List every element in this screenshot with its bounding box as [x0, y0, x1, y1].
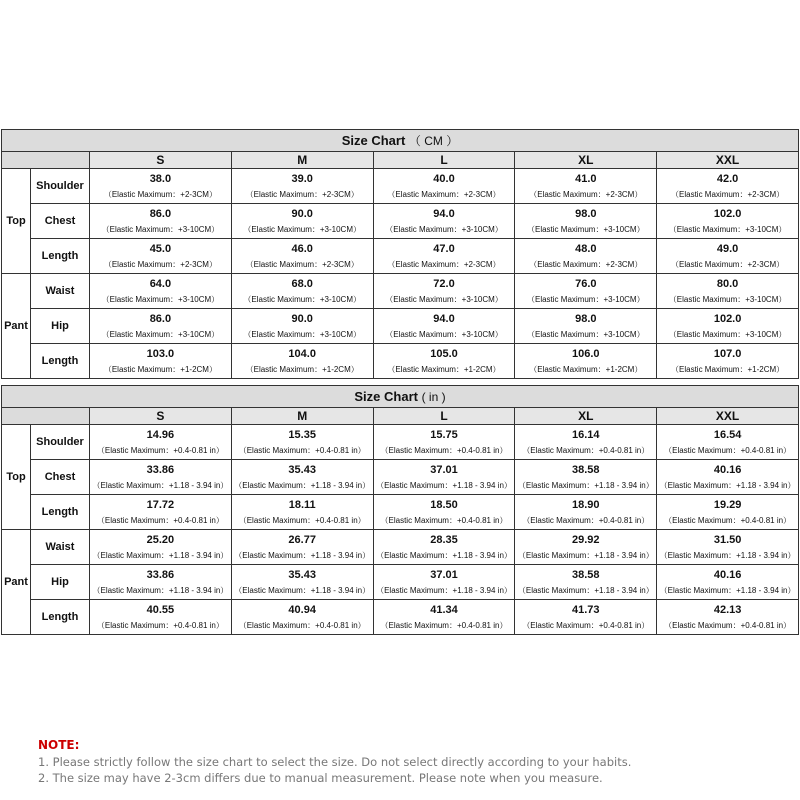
elastic-note: （Elastic Maximum：+1.18 - 3.94 in）: [659, 481, 796, 490]
measurement-cell: [90, 565, 232, 600]
measurement-cell: [657, 204, 799, 239]
measurement-row: [2, 495, 799, 530]
measurement-value: 18.90: [572, 499, 600, 511]
elastic-note: （Elastic Maximum：+0.4-0.81 in）: [380, 446, 508, 455]
measurement-cell: [231, 425, 373, 460]
measurement-cell: [515, 169, 657, 204]
measurement-cell: [231, 530, 373, 565]
measurement-cell: [515, 565, 657, 600]
measurement-row: [2, 460, 799, 495]
header-blank: [2, 408, 90, 425]
note-title: NOTE:: [38, 738, 80, 752]
header-blank: [2, 152, 90, 169]
elastic-note: （Elastic Maximum：+0.4-0.81 in）: [522, 516, 650, 525]
size-header: M: [231, 152, 373, 169]
size-header: S: [90, 152, 232, 169]
measurement-cell: [515, 344, 657, 379]
elastic-note: （Elastic Maximum：+3-10CM）: [668, 330, 787, 339]
elastic-note: （Elastic Maximum：+0.4-0.81 in）: [380, 621, 508, 630]
measurement-label: Length: [31, 344, 90, 379]
measurement-value: 40.94: [288, 604, 316, 616]
measurement-cell: [231, 204, 373, 239]
title-row: [2, 386, 799, 408]
group-label: Pant: [2, 530, 31, 635]
measurement-value: 18.50: [430, 499, 458, 511]
group-label: Top: [2, 425, 31, 530]
measurement-cell: [90, 169, 232, 204]
measurement-value: 90.0: [291, 208, 313, 220]
measurement-cell: [231, 460, 373, 495]
elastic-note: （Elastic Maximum：+3-10CM）: [527, 225, 645, 234]
measurement-value: 40.55: [146, 604, 175, 616]
measurement-value: 41.34: [430, 604, 458, 616]
measurement-label: Length: [31, 600, 90, 635]
measurement-value: 40.16: [713, 569, 742, 581]
measurement-cell: [515, 309, 657, 344]
measurement-cell: [373, 495, 515, 530]
elastic-note: （Elastic Maximum：+2-3CM）: [529, 190, 643, 199]
measurement-value: 17.72: [146, 499, 175, 511]
elastic-note: （Elastic Maximum：+1.18 - 3.94 in）: [234, 551, 371, 560]
measurement-cell: [657, 239, 799, 274]
measurement-value: 42.13: [713, 604, 742, 616]
measurement-cell: [515, 530, 657, 565]
measurement-value: 45.0: [149, 243, 172, 255]
measurement-cell: [231, 274, 373, 309]
measurement-value: 16.54: [713, 429, 742, 441]
measurement-row: [2, 344, 799, 379]
measurement-cell: [231, 344, 373, 379]
measurement-cell: [231, 239, 373, 274]
measurement-cell: [90, 460, 232, 495]
elastic-note: （Elastic Maximum：+0.4-0.81 in）: [522, 621, 650, 630]
size-header: L: [373, 408, 515, 425]
measurement-value: 105.0: [430, 348, 458, 360]
elastic-note: （Elastic Maximum：+2-3CM）: [103, 190, 217, 199]
measurement-cell: [231, 600, 373, 635]
measurement-value: 102.0: [713, 208, 742, 220]
size-header: L: [373, 152, 515, 169]
note-section: [38, 736, 778, 786]
measurement-cell: [657, 274, 799, 309]
elastic-note: （Elastic Maximum：+1.18 - 3.94 in）: [234, 481, 371, 490]
elastic-note: （Elastic Maximum：+0.4-0.81 in）: [238, 446, 366, 455]
size-header: XL: [515, 408, 657, 425]
measurement-row: [2, 309, 799, 344]
measurement-cell: [515, 460, 657, 495]
measurement-value: 33.86: [146, 464, 175, 476]
measurement-value: 35.43: [288, 464, 316, 476]
measurement-cell: [373, 204, 515, 239]
chart-title-cell: [2, 130, 799, 152]
elastic-note: （Elastic Maximum：+3-10CM）: [101, 330, 220, 339]
elastic-note: （Elastic Maximum：+3-10CM）: [527, 330, 645, 339]
elastic-note: （Elastic Maximum：+3-10CM）: [385, 225, 503, 234]
elastic-note: （Elastic Maximum：+3-10CM）: [527, 295, 645, 304]
measurement-value: 46.0: [291, 243, 313, 255]
elastic-note: （Elastic Maximum：+2-3CM）: [103, 260, 217, 269]
measurement-value: 47.0: [433, 243, 455, 255]
measurement-label: Chest: [31, 204, 90, 239]
measurement-value: 86.0: [149, 208, 172, 220]
elastic-note: （Elastic Maximum：+1.18 - 3.94 in）: [376, 481, 512, 490]
elastic-note: （Elastic Maximum：+1-2CM）: [529, 365, 643, 374]
elastic-note: （Elastic Maximum：+1.18 - 3.94 in）: [376, 551, 512, 560]
elastic-note: （Elastic Maximum：+0.4-0.81 in）: [96, 446, 224, 455]
elastic-note: （Elastic Maximum：+0.4-0.81 in）: [664, 516, 792, 525]
measurement-value: 15.35: [288, 429, 316, 441]
size-header-row: [2, 408, 799, 425]
measurement-cell: [657, 169, 799, 204]
measurement-cell: [90, 495, 232, 530]
elastic-note: （Elastic Maximum：+1-2CM）: [387, 365, 501, 374]
measurement-value: 38.58: [572, 464, 600, 476]
note-line-1: 1. Please strictly follow the size chart to select the size. Do not select directly according to your habits.: [38, 755, 632, 769]
measurement-value: 26.77: [288, 534, 316, 546]
measurement-label: Waist: [31, 274, 90, 309]
measurement-cell: [231, 565, 373, 600]
measurement-label: Shoulder: [31, 425, 90, 460]
elastic-note: （Elastic Maximum：+2-3CM）: [245, 190, 359, 199]
measurement-row: [2, 204, 799, 239]
elastic-note: （Elastic Maximum：+0.4-0.81 in）: [664, 621, 792, 630]
elastic-note: （Elastic Maximum：+0.4-0.81 in）: [664, 446, 792, 455]
elastic-note: （Elastic Maximum：+3-10CM）: [243, 225, 361, 234]
measurement-value: 33.86: [146, 569, 175, 581]
measurement-value: 38.0: [149, 173, 172, 185]
size-header-row: [2, 152, 799, 169]
size-header: XXL: [657, 408, 799, 425]
measurement-value: 31.50: [713, 534, 742, 546]
measurement-value: 29.92: [572, 534, 600, 546]
measurement-cell: [231, 309, 373, 344]
elastic-note: （Elastic Maximum：+1.18 - 3.94 in）: [92, 586, 229, 595]
measurement-cell: [515, 425, 657, 460]
elastic-note: （Elastic Maximum：+0.4-0.81 in）: [380, 516, 508, 525]
elastic-note: （Elastic Maximum：+3-10CM）: [668, 225, 787, 234]
measurement-cell: [373, 309, 515, 344]
measurement-cell: [90, 204, 232, 239]
title-row: [2, 130, 799, 152]
measurement-value: 98.0: [575, 208, 597, 220]
measurement-row: [2, 600, 799, 635]
elastic-note: （Elastic Maximum：+0.4-0.81 in）: [238, 516, 366, 525]
measurement-cell: [373, 274, 515, 309]
chart-unit: （ CM ）: [408, 134, 459, 148]
measurement-cell: [373, 344, 515, 379]
measurement-cell: [90, 274, 232, 309]
elastic-note: （Elastic Maximum：+0.4-0.81 in）: [96, 621, 224, 630]
measurement-cell: [515, 274, 657, 309]
measurement-value: 19.29: [713, 499, 742, 511]
measurement-row: [2, 239, 799, 274]
elastic-note: （Elastic Maximum：+1.18 - 3.94 in）: [659, 586, 796, 595]
measurement-cell: [373, 425, 515, 460]
measurement-row: [2, 425, 799, 460]
elastic-note: （Elastic Maximum：+1.18 - 3.94 in）: [659, 551, 796, 560]
measurement-cell: [515, 600, 657, 635]
group-label: Top: [2, 169, 31, 274]
measurement-cell: [657, 344, 799, 379]
measurement-cell: [373, 169, 515, 204]
measurement-cell: [90, 600, 232, 635]
elastic-note: （Elastic Maximum：+1.18 - 3.94 in）: [517, 586, 654, 595]
measurement-value: 86.0: [149, 313, 172, 325]
elastic-note: （Elastic Maximum：+2-3CM）: [387, 190, 501, 199]
measurement-value: 39.0: [291, 173, 313, 185]
measurement-value: 25.20: [146, 534, 175, 546]
elastic-note: （Elastic Maximum：+1.18 - 3.94 in）: [376, 586, 512, 595]
elastic-note: （Elastic Maximum：+2-3CM）: [671, 260, 785, 269]
measurement-cell: [373, 530, 515, 565]
elastic-note: （Elastic Maximum：+3-10CM）: [668, 295, 787, 304]
elastic-note: （Elastic Maximum：+1.18 - 3.94 in）: [517, 481, 654, 490]
elastic-note: （Elastic Maximum：+3-10CM）: [243, 330, 361, 339]
elastic-note: （Elastic Maximum：+1.18 - 3.94 in）: [517, 551, 654, 560]
size-chart-in: [1, 385, 799, 635]
elastic-note: （Elastic Maximum：+3-10CM）: [385, 330, 503, 339]
measurement-value: 28.35: [430, 534, 458, 546]
measurement-value: 80.0: [716, 278, 739, 290]
size-header: S: [90, 408, 232, 425]
elastic-note: （Elastic Maximum：+3-10CM）: [101, 225, 220, 234]
measurement-value: 37.01: [430, 569, 458, 581]
elastic-note: （Elastic Maximum：+0.4-0.81 in）: [96, 516, 224, 525]
measurement-cell: [657, 309, 799, 344]
elastic-note: （Elastic Maximum：+1.18 - 3.94 in）: [92, 481, 229, 490]
size-header: XXL: [657, 152, 799, 169]
elastic-note: （Elastic Maximum：+2-3CM）: [387, 260, 501, 269]
elastic-note: （Elastic Maximum：+3-10CM）: [101, 295, 220, 304]
measurement-cell: [515, 239, 657, 274]
elastic-note: （Elastic Maximum：+2-3CM）: [529, 260, 643, 269]
measurement-value: 103.0: [146, 348, 175, 360]
measurement-cell: [90, 425, 232, 460]
measurement-label: Waist: [31, 530, 90, 565]
elastic-note: （Elastic Maximum：+1-2CM）: [245, 365, 359, 374]
measurement-cell: [373, 239, 515, 274]
measurement-row: [2, 274, 799, 309]
measurement-label: Hip: [31, 565, 90, 600]
measurement-value: 16.14: [572, 429, 600, 441]
measurement-value: 90.0: [291, 313, 313, 325]
chart-unit: ( in ): [421, 390, 446, 404]
measurement-cell: [657, 495, 799, 530]
measurement-cell: [657, 600, 799, 635]
measurement-value: 102.0: [713, 313, 742, 325]
elastic-note: （Elastic Maximum：+1-2CM）: [103, 365, 217, 374]
measurement-value: 41.0: [575, 173, 597, 185]
elastic-note: （Elastic Maximum：+0.4-0.81 in）: [238, 621, 366, 630]
measurement-cell: [373, 460, 515, 495]
measurement-row: [2, 565, 799, 600]
measurement-value: 40.16: [713, 464, 742, 476]
measurement-cell: [657, 530, 799, 565]
measurement-cell: [90, 530, 232, 565]
group-label: Pant: [2, 274, 31, 379]
measurement-value: 14.96: [146, 429, 175, 441]
measurement-value: 37.01: [430, 464, 458, 476]
note-line-2: 2. The size may have 2-3cm differs due to manual measurement. Please note when you measure.: [38, 771, 603, 785]
measurement-row: [2, 169, 799, 204]
measurement-label: Length: [31, 239, 90, 274]
measurement-value: 94.0: [433, 313, 455, 325]
elastic-note: （Elastic Maximum：+3-10CM）: [385, 295, 503, 304]
size-chart-cm: [1, 129, 799, 379]
measurement-cell: [231, 169, 373, 204]
measurement-value: 72.0: [433, 278, 455, 290]
measurement-label: Shoulder: [31, 169, 90, 204]
measurement-value: 68.0: [291, 278, 313, 290]
measurement-cell: [90, 344, 232, 379]
measurement-value: 35.43: [288, 569, 316, 581]
measurement-cell: [657, 565, 799, 600]
measurement-value: 104.0: [288, 348, 316, 360]
elastic-note: （Elastic Maximum：+1.18 - 3.94 in）: [234, 586, 371, 595]
measurement-value: 18.11: [288, 499, 316, 511]
elastic-note: （Elastic Maximum：+0.4-0.81 in）: [522, 446, 650, 455]
measurement-cell: [657, 460, 799, 495]
measurement-cell: [373, 565, 515, 600]
measurement-value: 106.0: [572, 348, 600, 360]
measurement-value: 49.0: [716, 243, 739, 255]
elastic-note: （Elastic Maximum：+3-10CM）: [243, 295, 361, 304]
chart-title: Size Chart: [354, 389, 418, 404]
measurement-value: 40.0: [433, 173, 455, 185]
measurement-label: Length: [31, 495, 90, 530]
measurement-value: 94.0: [433, 208, 455, 220]
measurement-value: 64.0: [149, 278, 172, 290]
measurement-cell: [515, 495, 657, 530]
measurement-value: 41.73: [572, 604, 600, 616]
measurement-cell: [373, 600, 515, 635]
size-header: M: [231, 408, 373, 425]
measurement-cell: [90, 309, 232, 344]
elastic-note: （Elastic Maximum：+1.18 - 3.94 in）: [92, 551, 229, 560]
measurement-value: 107.0: [713, 348, 742, 360]
elastic-note: （Elastic Maximum：+2-3CM）: [671, 190, 785, 199]
measurement-value: 38.58: [572, 569, 600, 581]
measurement-cell: [90, 239, 232, 274]
size-header: XL: [515, 152, 657, 169]
measurement-cell: [231, 495, 373, 530]
measurement-value: 98.0: [575, 313, 597, 325]
measurement-value: 76.0: [575, 278, 597, 290]
measurement-label: Chest: [31, 460, 90, 495]
chart-title: Size Chart: [341, 133, 406, 148]
measurement-value: 15.75: [430, 429, 458, 441]
measurement-cell: [657, 425, 799, 460]
measurement-value: 42.0: [716, 173, 739, 185]
elastic-note: （Elastic Maximum：+2-3CM）: [245, 260, 359, 269]
elastic-note: （Elastic Maximum：+1-2CM）: [671, 365, 785, 374]
measurement-value: 48.0: [575, 243, 597, 255]
measurement-cell: [515, 204, 657, 239]
chart-title-cell: [2, 386, 799, 408]
measurement-row: [2, 530, 799, 565]
measurement-label: Hip: [31, 309, 90, 344]
